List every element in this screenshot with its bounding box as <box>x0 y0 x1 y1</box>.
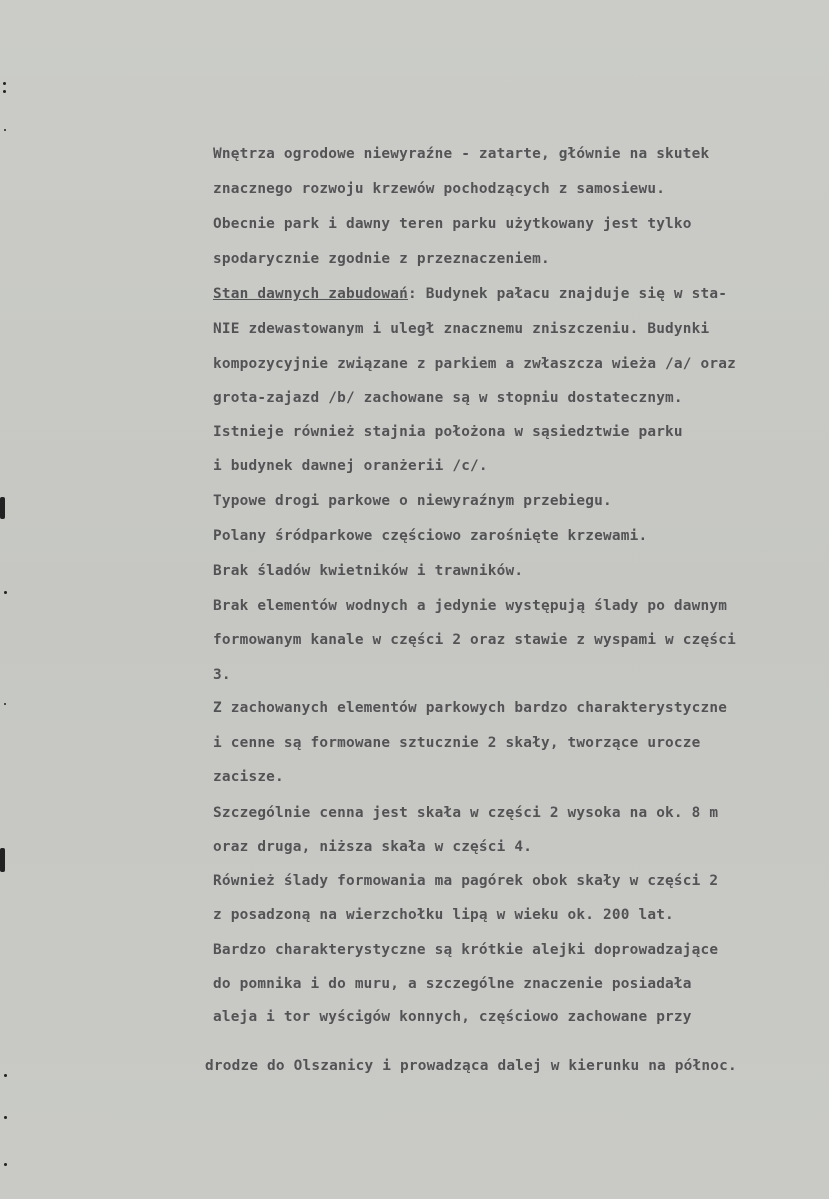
text-line: i cenne są formowane sztucznie 2 skały, tworzące urocze <box>213 735 701 751</box>
text-line: Również ślady formowania ma pagórek obok skały w części 2 <box>213 873 719 889</box>
scan-speck <box>3 82 6 85</box>
text-line: i budynek dawnej oranżerii /c/. <box>213 458 488 474</box>
text-line: Bardzo charakterystyczne są krótkie alejki doprowadzające <box>213 942 719 958</box>
scan-speck <box>4 1074 7 1077</box>
text-line: aleja i tor wyścigów konnych, częściowo zachowane przy <box>213 1009 692 1025</box>
text-line: 3. <box>213 667 231 683</box>
text-line: z posadzoną na wierzchołku lipą w wieku ok. 200 lat. <box>213 907 674 923</box>
text-line: Typowe drogi parkowe o niewyraźnym przebiegu. <box>213 493 612 509</box>
text-line: do pomnika i do muru, a szczególne znaczenie posiadała <box>213 976 692 992</box>
scan-speck <box>4 1116 7 1119</box>
section-heading-continuation: : Budynek pałacu znajduje się w sta- <box>408 286 728 302</box>
section-heading: Stan dawnych zabudowań <box>213 286 409 302</box>
text-line: spodarycznie zgodnie z przeznaczeniem. <box>213 251 550 267</box>
text-line: znacznego rozwoju krzewów pochodzących z samosiewu. <box>213 181 666 197</box>
scan-speck <box>4 1163 7 1166</box>
scan-speck <box>3 90 6 93</box>
scan-speck <box>4 129 6 131</box>
text-line: Szczególnie cenna jest skała w części 2 wysoka na ok. 8 m <box>213 805 719 821</box>
text-line: Polany śródparkowe częściowo zarośnięte krzewami. <box>213 528 648 544</box>
text-line-section-heading <box>213 284 727 304</box>
scan-speck <box>4 703 6 705</box>
text-line: grota-zajazd /b/ zachowane są w stopniu dostatecznym. <box>213 390 683 406</box>
text-line: formowanym kanale w części 2 oraz stawie z wyspami w części <box>213 632 736 648</box>
text-line: Brak śladów kwietników i trawników. <box>213 563 524 579</box>
text-line: NIE zdewastowanym i uległ znacznemu zniszczeniu. Budynki <box>213 321 710 337</box>
punch-hole-mark <box>0 497 5 519</box>
text-line: Brak elementów wodnych a jedynie występują ślady po dawnym <box>213 598 728 614</box>
text-line: drodze do Olszanicy i prowadząca dalej w kierunku na północ. <box>205 1058 737 1074</box>
text-line: oraz druga, niższa skała w części 4. <box>213 839 533 855</box>
text-line: Wnętrza ogrodowe niewyraźne - zatarte, głównie na skutek <box>213 146 710 162</box>
text-line: Obecnie park i dawny teren parku użytkowany jest tylko <box>213 216 692 232</box>
scan-speck <box>4 591 7 594</box>
punch-hole-mark <box>0 848 5 872</box>
text-line: Z zachowanych elementów parkowych bardzo charakterystyczne <box>213 700 728 716</box>
text-line: kompozycyjnie związane z parkiem a zwłaszcza wieża /a/ oraz <box>213 356 736 372</box>
text-line: zacisze. <box>213 769 284 785</box>
text-line: Istnieje również stajnia położona w sąsiedztwie parku <box>213 424 683 440</box>
